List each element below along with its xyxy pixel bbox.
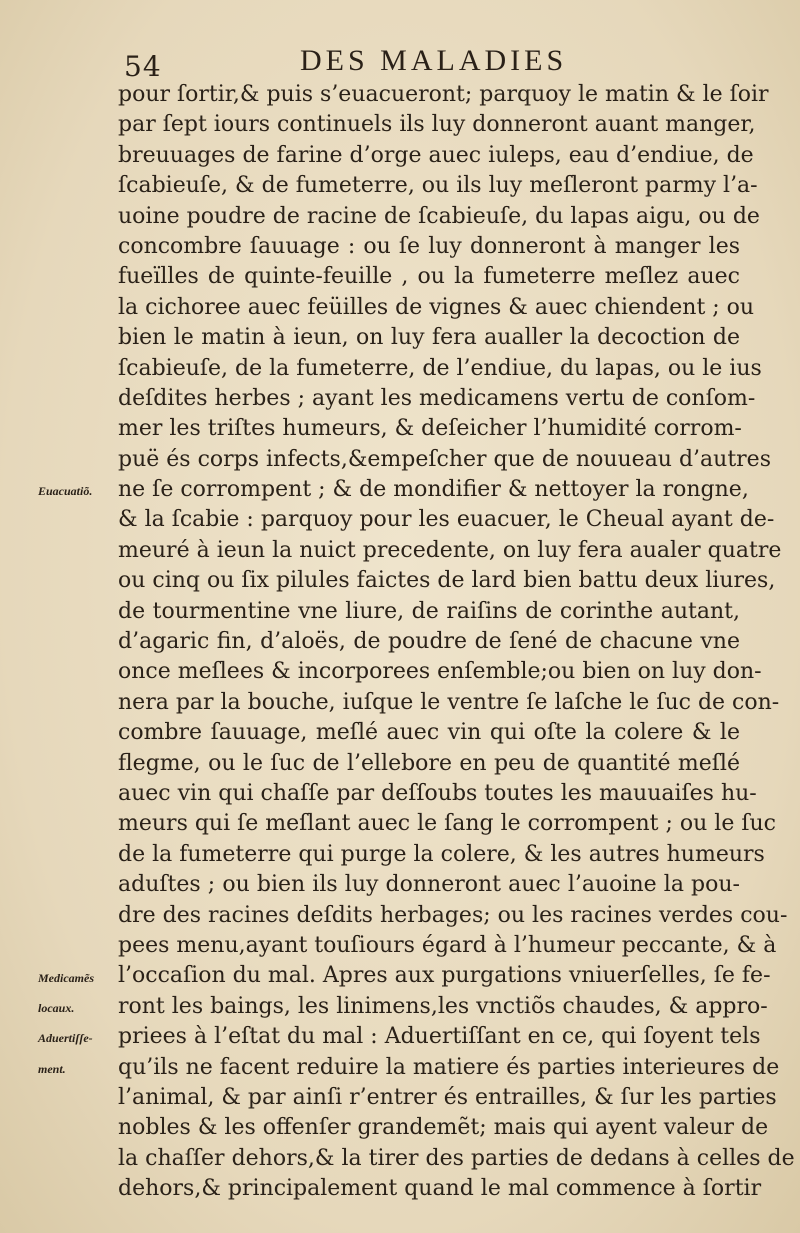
margin-note: Euacuatiõ.	[38, 484, 93, 499]
text-line: meuré à ieun la nuict precedente, on luy fera aualer quatre	[118, 537, 782, 563]
text-line: priees à l’eſtat du mal : Aduertiſſant en ce, qui ſoyent tels	[118, 1024, 761, 1050]
text-line: breuuages de farine d’orge auec iuleps, eau d’endiue, de	[118, 142, 754, 168]
text-line: dre des racines deſdits herbages; ou les racines verdes cou-	[118, 902, 788, 928]
margin-note: Medicamẽs	[38, 970, 94, 985]
text-line: & la ſcabie : parquoy pour les euacuer, le Cheual ayant de-	[118, 507, 775, 533]
text-line: puë és corps infects,&empeſcher que de nouueau d’autres	[118, 446, 771, 472]
text-line: qu’ils ne facent reduire la matiere és parties interieures de	[118, 1054, 780, 1080]
text-line: nera par la bouche, iuſque le ventre ſe laſche le ſuc de con-	[118, 689, 780, 715]
text-line: pour ſortir,& puis s’euacueront; parquoy le matin & le ſoir	[118, 82, 769, 107]
body-text	[118, 80, 795, 1204]
margin-note: Aduertiſſe-	[38, 1031, 93, 1046]
text-line: de tourmentine vne liure, de raiſins de corinthe autant,	[118, 598, 740, 624]
margin-note: ment.	[38, 1061, 66, 1076]
text-line: meurs qui ſe meſlant auec le ſang le corrompent ; ou le ſuc	[118, 811, 776, 837]
text-line: combre ſauuage, meſlé auec vin qui oſte la colere & le	[118, 720, 740, 746]
text-line: uoine poudre de racine de ſcabieuſe, du lapas aigu, ou de	[118, 203, 760, 229]
text-line: ne ſe corrompent ; & de mondifier & nettoyer la rongne,	[118, 477, 749, 503]
text-line: fueïlles de quinte-feuille , ou la fumeterre meſlez auec	[118, 264, 740, 290]
text-line: aduſtes ; ou bien ils luy donneront auec l’auoine la pou-	[118, 872, 740, 898]
text-line: la chaſſer dehors,& la tirer des parties de dedans à celles de	[118, 1145, 795, 1171]
text-line: ou cinq ou ſix pilules faictes de lard bien battu deux liures,	[118, 568, 776, 594]
text-line: deſdites herbes ; ayant les medicamens vertu de conſom-	[118, 385, 756, 411]
text-line: once meſlees & incorporees enſemble;ou bien on luy don-	[118, 659, 762, 685]
text-line: bien le matin à ieun, on luy fera aualler la decoction de	[118, 325, 740, 351]
margin-note: locaux.	[38, 1001, 75, 1015]
text-line: l’occaſion du mal. Apres aux purgations vniuerſelles, ſe fe-	[118, 963, 771, 989]
text-line: mer les triſtes humeurs, & deſeicher l’humidité corrom-	[118, 416, 742, 442]
text-line: la cichoree auec feüilles de vignes & auec chiendent ; ou	[118, 294, 755, 320]
text-line: concombre ſauuage : ou ſe luy donneront à manger les	[118, 233, 740, 259]
text-line: ront les baings, les linimens,les vnctiõs chaudes, & appro-	[118, 993, 768, 1019]
text-line: ſcabieuſe, & de fumeterre, ou ils luy meſleront parmy l’a-	[118, 173, 758, 199]
text-line: pees menu,ayant touſiours égard à l’humeur peccante, & à	[118, 932, 777, 958]
text-line: par ſept iours continuels ils luy donneront auant manger,	[118, 112, 756, 138]
text-line: ſcabieuſe, de la fumeterre, de l’endiue, du lapas, ou le ius	[118, 355, 762, 381]
running-title: DES MALADIES	[300, 44, 568, 77]
text-line: nobles & les offenſer grandemẽt; mais qui ayent valeur de	[118, 1115, 769, 1141]
text-line: l’animal, & par ainſi r’entrer és entrailles, & ſur les parties	[118, 1084, 777, 1110]
text-line: flegme, ou le ſuc de l’ellebore en peu de quantité meſlé	[118, 750, 740, 776]
page-number: 54	[124, 50, 162, 83]
text-line: auec vin qui chaſſe par deſſoubs toutes les mauuaiſes hu-	[118, 780, 757, 806]
text-line: de la fumeterre qui purge la colere, & les autres humeurs	[118, 841, 765, 867]
text-line: d’agaric fin, d’aloës, de poudre de ſené de chacune vne	[118, 629, 740, 655]
text-line: dehors,& principalement quand le mal commence à ſortir	[118, 1176, 762, 1202]
